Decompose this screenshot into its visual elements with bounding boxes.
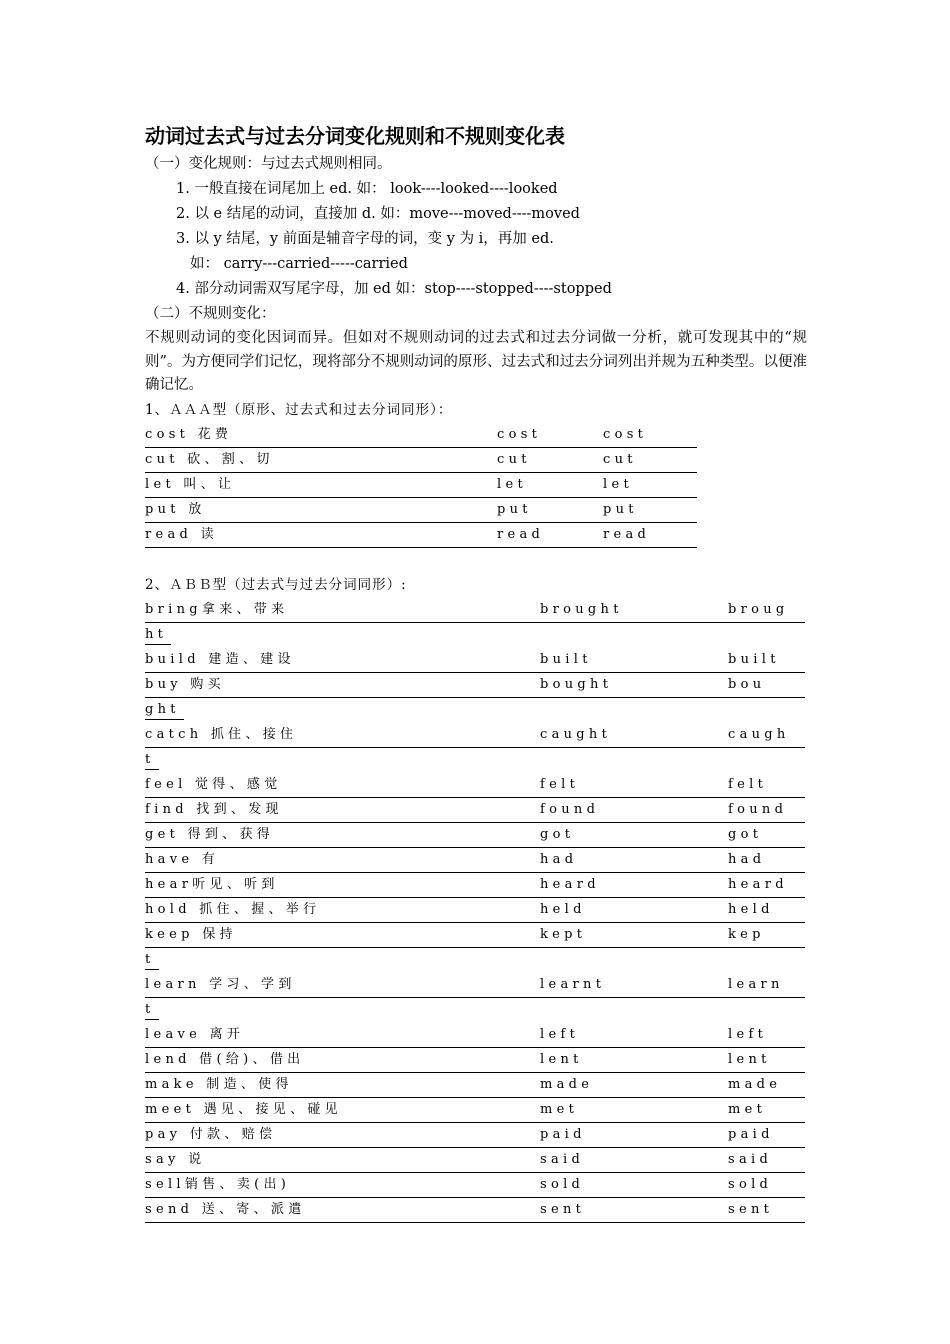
verb-past: learnt — [540, 976, 606, 992]
abb-heading: 2、ＡＢＢ型（过去式与过去分词同形）: — [145, 576, 407, 593]
verb-base: have 有 — [145, 851, 220, 867]
verb-base: let 叫、让 — [145, 476, 236, 492]
aaa-verb-list — [145, 423, 805, 548]
verb-pp: broug — [728, 601, 789, 617]
verb-past: put — [497, 501, 532, 517]
verb-past: sent — [540, 1201, 586, 1217]
verb-row — [145, 523, 697, 548]
verb-past: held — [540, 901, 586, 917]
verb-row-continuation — [145, 748, 805, 773]
verb-past: cut — [497, 451, 531, 467]
rule-3: 3. 以 y 结尾，y 前面是辅音字母的词，变 y 为 i，再加 ed. — [176, 231, 554, 247]
verb-past: said — [540, 1151, 585, 1167]
verb-past: read — [497, 526, 545, 542]
verb-row — [145, 648, 805, 673]
verb-pp: sold — [728, 1176, 773, 1192]
verb-past: sold — [540, 1176, 585, 1192]
verb-pp-continuation: t — [145, 751, 159, 770]
verb-base: cut 砍、割、切 — [145, 451, 274, 467]
page-title: 动词过去式与过去分词变化规则和不规则变化表 — [145, 124, 565, 148]
verb-row — [145, 1098, 805, 1123]
verb-row — [145, 1198, 805, 1223]
verb-row — [145, 473, 697, 498]
verb-row-continuation — [145, 998, 805, 1023]
document-page — [145, 120, 805, 1223]
verb-base: feel 觉得、感觉 — [145, 776, 282, 792]
verb-past: met — [540, 1101, 579, 1117]
verb-past: built — [540, 651, 592, 667]
verb-base: make 制造、使得 — [145, 1076, 293, 1092]
verb-base: catch 抓住、接住 — [145, 726, 298, 742]
verb-pp: cut — [603, 451, 637, 467]
verb-row — [145, 823, 805, 848]
verb-row-continuation — [145, 623, 805, 648]
verb-past: found — [540, 801, 600, 817]
verb-base: leave 离开 — [145, 1026, 245, 1042]
verb-pp: lent — [728, 1051, 771, 1067]
verb-base: keep 保持 — [145, 926, 237, 942]
verb-pp: made — [728, 1076, 782, 1092]
verb-base: buy 购买 — [145, 676, 225, 692]
verb-pp: learn — [728, 976, 784, 992]
verb-row — [145, 773, 805, 798]
verb-past: bought — [540, 676, 613, 692]
verb-row — [145, 1148, 805, 1173]
verb-row — [145, 1073, 805, 1098]
verb-past: let — [497, 476, 527, 492]
verb-base: build 建造、建设 — [145, 651, 295, 667]
verb-pp: left — [728, 1026, 768, 1042]
section1-heading: （一）变化规则：与过去式规则相同。 — [145, 156, 392, 172]
rule-4: 4. 部分动词需双写尾字母，加 ed 如：stop----stopped----stopped — [176, 281, 612, 297]
section2-intro: 不规则动词的变化因词而异。但如对不规则动词的过去式和过去分词做一分析，就可发现其中的“规则”。为方便同学们记忆，现将部分不规则动词的原形、过去式和过去分词列出并规为五种类型。以便准确记忆。 — [145, 330, 807, 393]
verb-past: paid — [540, 1126, 586, 1142]
rule-1: 1. 一般直接在词尾加上 ed. 如： look----looked----looked — [176, 181, 558, 197]
verb-row — [145, 848, 805, 873]
verb-row — [145, 1023, 805, 1048]
verb-base: pay 付款、赔偿 — [145, 1126, 277, 1142]
verb-past: lent — [540, 1051, 583, 1067]
verb-row — [145, 1123, 805, 1148]
verb-past: felt — [540, 776, 580, 792]
verb-base: lend 借(给)、借出 — [145, 1051, 305, 1067]
verb-base: read 读 — [145, 526, 218, 542]
verb-past: got — [540, 826, 575, 842]
verb-past: heard — [540, 876, 600, 892]
verb-past: kept — [540, 926, 587, 942]
verb-pp: said — [728, 1151, 773, 1167]
verb-base: find 找到、发现 — [145, 801, 283, 817]
verb-pp: heard — [728, 876, 788, 892]
verb-row — [145, 723, 805, 748]
verb-row — [145, 423, 697, 448]
verb-base: cost 花费 — [145, 426, 233, 442]
verb-pp: bou — [728, 676, 766, 692]
verb-row — [145, 898, 805, 923]
abb-verb-list — [145, 598, 805, 1223]
verb-row — [145, 798, 805, 823]
verb-past: cost — [497, 426, 542, 442]
verb-past: caught — [540, 726, 612, 742]
verb-pp: got — [728, 826, 763, 842]
verb-row — [145, 498, 697, 523]
verb-pp-continuation: ht — [145, 626, 171, 645]
verb-past: had — [540, 851, 578, 867]
verb-pp: had — [728, 851, 766, 867]
verb-past: left — [540, 1026, 580, 1042]
verb-base: get 得到、获得 — [145, 826, 275, 842]
rule-2: 2. 以 e 结尾的动词，直接加 d. 如：move---moved----moved — [176, 206, 580, 222]
verb-row — [145, 673, 805, 698]
verb-pp: caugh — [728, 726, 790, 742]
verb-row-continuation — [145, 948, 805, 973]
verb-base: sell销售、卖(出) — [145, 1176, 291, 1192]
verb-pp: paid — [728, 1126, 774, 1142]
verb-row — [145, 598, 805, 623]
verb-pp: built — [728, 651, 780, 667]
verb-past: made — [540, 1076, 594, 1092]
verb-pp: cost — [603, 426, 648, 442]
verb-row — [145, 923, 805, 948]
spacer — [145, 548, 805, 573]
verb-pp: read — [603, 526, 651, 542]
verb-pp: met — [728, 1101, 767, 1117]
section2-heading: （二）不规则变化： — [145, 306, 276, 322]
verb-row — [145, 448, 697, 473]
verb-base: put 放 — [145, 501, 206, 517]
verb-row — [145, 973, 805, 998]
verb-pp: found — [728, 801, 788, 817]
verb-pp: felt — [728, 776, 768, 792]
aaa-heading: 1、ＡＡＡ型（原形、过去式和过去分词同形）： — [145, 401, 453, 418]
verb-base: hold 抓住、握、举行 — [145, 901, 321, 917]
verb-row-continuation — [145, 698, 805, 723]
verb-base: say 说 — [145, 1151, 206, 1167]
verb-pp-continuation: t — [145, 1001, 159, 1020]
verb-pp: put — [603, 501, 638, 517]
verb-pp-continuation: ght — [145, 701, 184, 720]
verb-row — [145, 1173, 805, 1198]
verb-base: bring拿来、带来 — [145, 601, 289, 617]
verb-pp: kep — [728, 926, 765, 942]
verb-pp: sent — [728, 1201, 774, 1217]
verb-base: send 送、寄、派遣 — [145, 1201, 306, 1217]
verb-base: meet 遇见、接见、碰见 — [145, 1101, 342, 1117]
verb-past: brought — [540, 601, 623, 617]
verb-pp-continuation: t — [145, 951, 159, 970]
verb-row — [145, 1048, 805, 1073]
verb-base: learn 学习、学到 — [145, 976, 296, 992]
verb-pp: held — [728, 901, 774, 917]
rule-3-example: 如： carry---carried-----carried — [190, 256, 408, 272]
verb-row — [145, 873, 805, 898]
verb-pp: let — [603, 476, 633, 492]
verb-base: hear听见、听到 — [145, 876, 279, 892]
